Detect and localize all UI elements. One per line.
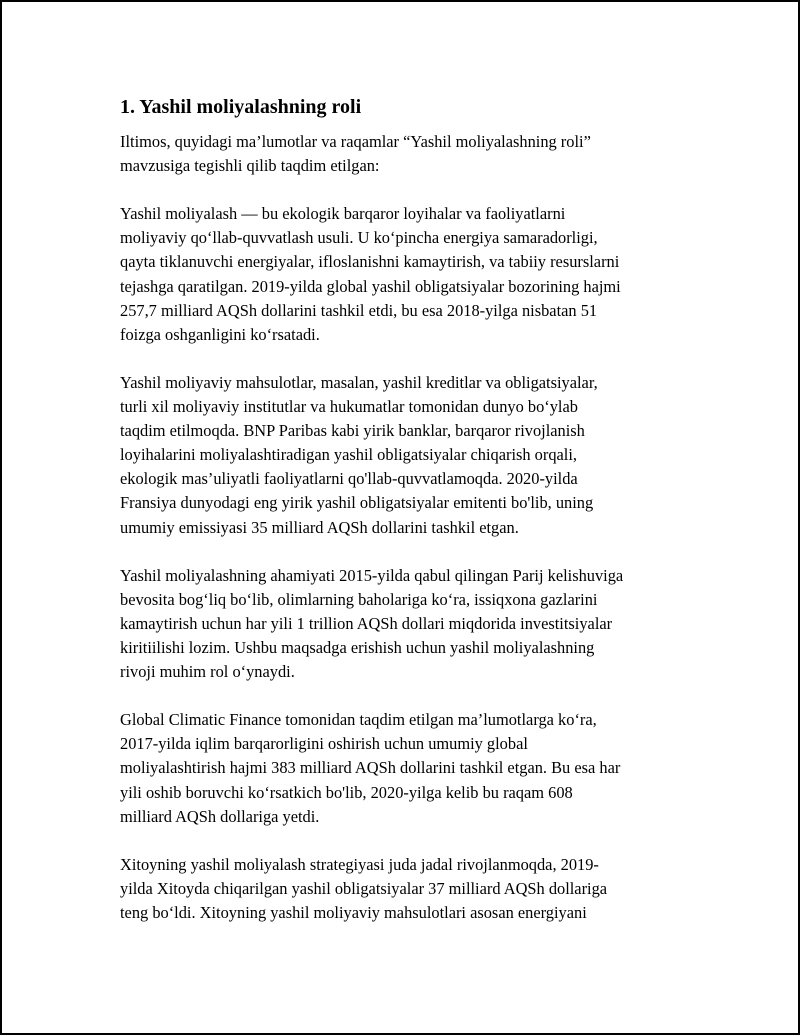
paragraph-line: rivoji muhim rol o‘ynaydi. bbox=[120, 662, 295, 682]
paragraph-line: umumiy emissiyasi 35 milliard AQSh dollarini tashkil etgan. bbox=[120, 517, 519, 537]
paragraph-line: Yashil moliyaviy mahsulotlar, masalan, yashil kreditlar va obligatsiyalar, bbox=[120, 372, 598, 392]
paragraph-line: foizga oshganligini ko‘rsatadi. bbox=[120, 324, 320, 344]
section-heading: 1. Yashil moliyalashning roli bbox=[120, 96, 362, 118]
paragraph-line: tejashga qaratilgan. 2019-yilda global yashil obligatsiyalar bozorining hajmi bbox=[120, 276, 621, 296]
paragraph-line: loyihalarini moliyalashtiradigan yashil obligatsiyalar chiqarish orqali, bbox=[120, 445, 578, 465]
paragraph-line: moliyalashtirish hajmi 383 milliard AQSh dollarini tashkil etgan. Bu esa har bbox=[120, 758, 621, 778]
document-body bbox=[120, 94, 690, 949]
paragraph-line: turli xil moliyaviy institutlar va hukumatlar tomonidan dunyo bo‘ylab bbox=[120, 397, 578, 417]
paragraphs-container bbox=[120, 130, 690, 925]
paragraph-line: 257,7 milliard AQSh dollarini tashkil etdi, bu esa 2018-yilga nisbatan 51 bbox=[120, 300, 598, 320]
paragraph-line: Yashil moliyalashning ahamiyati 2015-yilda qabul qilingan Parij kelishuviga bbox=[120, 565, 624, 585]
paragraph-line: bevosita bog‘liq bo‘lib, olimlarning baholariga ko‘ra, issiqxona gazlarini bbox=[120, 589, 598, 609]
paragraph-line: Fransiya dunyodagi eng yirik yashil obligatsiyalar emitenti bo'lib, uning bbox=[120, 493, 594, 513]
paragraph-line: mavzusiga tegishli qilib taqdim etilgan: bbox=[120, 156, 380, 176]
paragraph-line: milliard AQSh dollariga yetdi. bbox=[120, 806, 320, 826]
paragraph-line: qayta tiklanuvchi energiyalar, ifloslanishni kamaytirish, va tabiiy resurslarni bbox=[120, 252, 620, 272]
paragraph-line: teng bo‘ldi. Xitoyning yashil moliyaviy mahsulotlari asosan energiyani bbox=[120, 903, 587, 922]
paragraph bbox=[120, 708, 690, 828]
paragraph-line: taqdim etilmoqda. BNP Paribas kabi yirik banklar, barqaror rivojlanish bbox=[120, 421, 585, 441]
paragraph-line: Global Climatic Finance tomonidan taqdim etilgan ma’lumotlarga ko‘ra, bbox=[120, 710, 597, 730]
paragraph-line: kiritiilishi lozim. Ushbu maqsadga erishish uchun yashil moliyalashning bbox=[120, 637, 595, 657]
paragraph-line: yilda Xitoyda chiqarilgan yashil obligatsiyalar 37 milliard AQSh dollariga bbox=[120, 878, 608, 898]
paragraph-line: moliyaviy qo‘llab-quvvatlash usuli. U ko‘pincha energiya samaradorligi, bbox=[120, 228, 598, 248]
paragraph bbox=[120, 371, 690, 540]
paragraph-line: 2017-yilda iqlim barqarorligini oshirish uchun umumiy global bbox=[120, 734, 528, 754]
paragraph bbox=[120, 564, 690, 684]
paragraph-line: ekologik mas’uliyatli faoliyatlarni qo'llab-quvvatlamoqda. 2020-yilda bbox=[120, 469, 578, 489]
paragraph bbox=[120, 130, 690, 178]
paragraph-line: kamaytirish uchun har yili 1 trillion AQSh dollari miqdorida investitsiyalar bbox=[120, 613, 613, 633]
paragraph bbox=[120, 202, 690, 347]
paragraph-line: Iltimos, quyidagi ma’lumotlar va raqamlar “Yashil moliyalashning roli” bbox=[120, 132, 591, 151]
paragraph-line: Yashil moliyalash — bu ekologik barqaror loyihalar va faoliyatlarni bbox=[120, 204, 566, 224]
paragraph-line: Xitoyning yashil moliyalash strategiyasi juda jadal rivojlanmoqda, 2019- bbox=[120, 854, 599, 874]
paragraph-line: yili oshib boruvchi ko‘rsatkich bo'lib, 2020-yilga kelib bu raqam 608 bbox=[120, 782, 573, 802]
paragraph bbox=[120, 853, 690, 925]
